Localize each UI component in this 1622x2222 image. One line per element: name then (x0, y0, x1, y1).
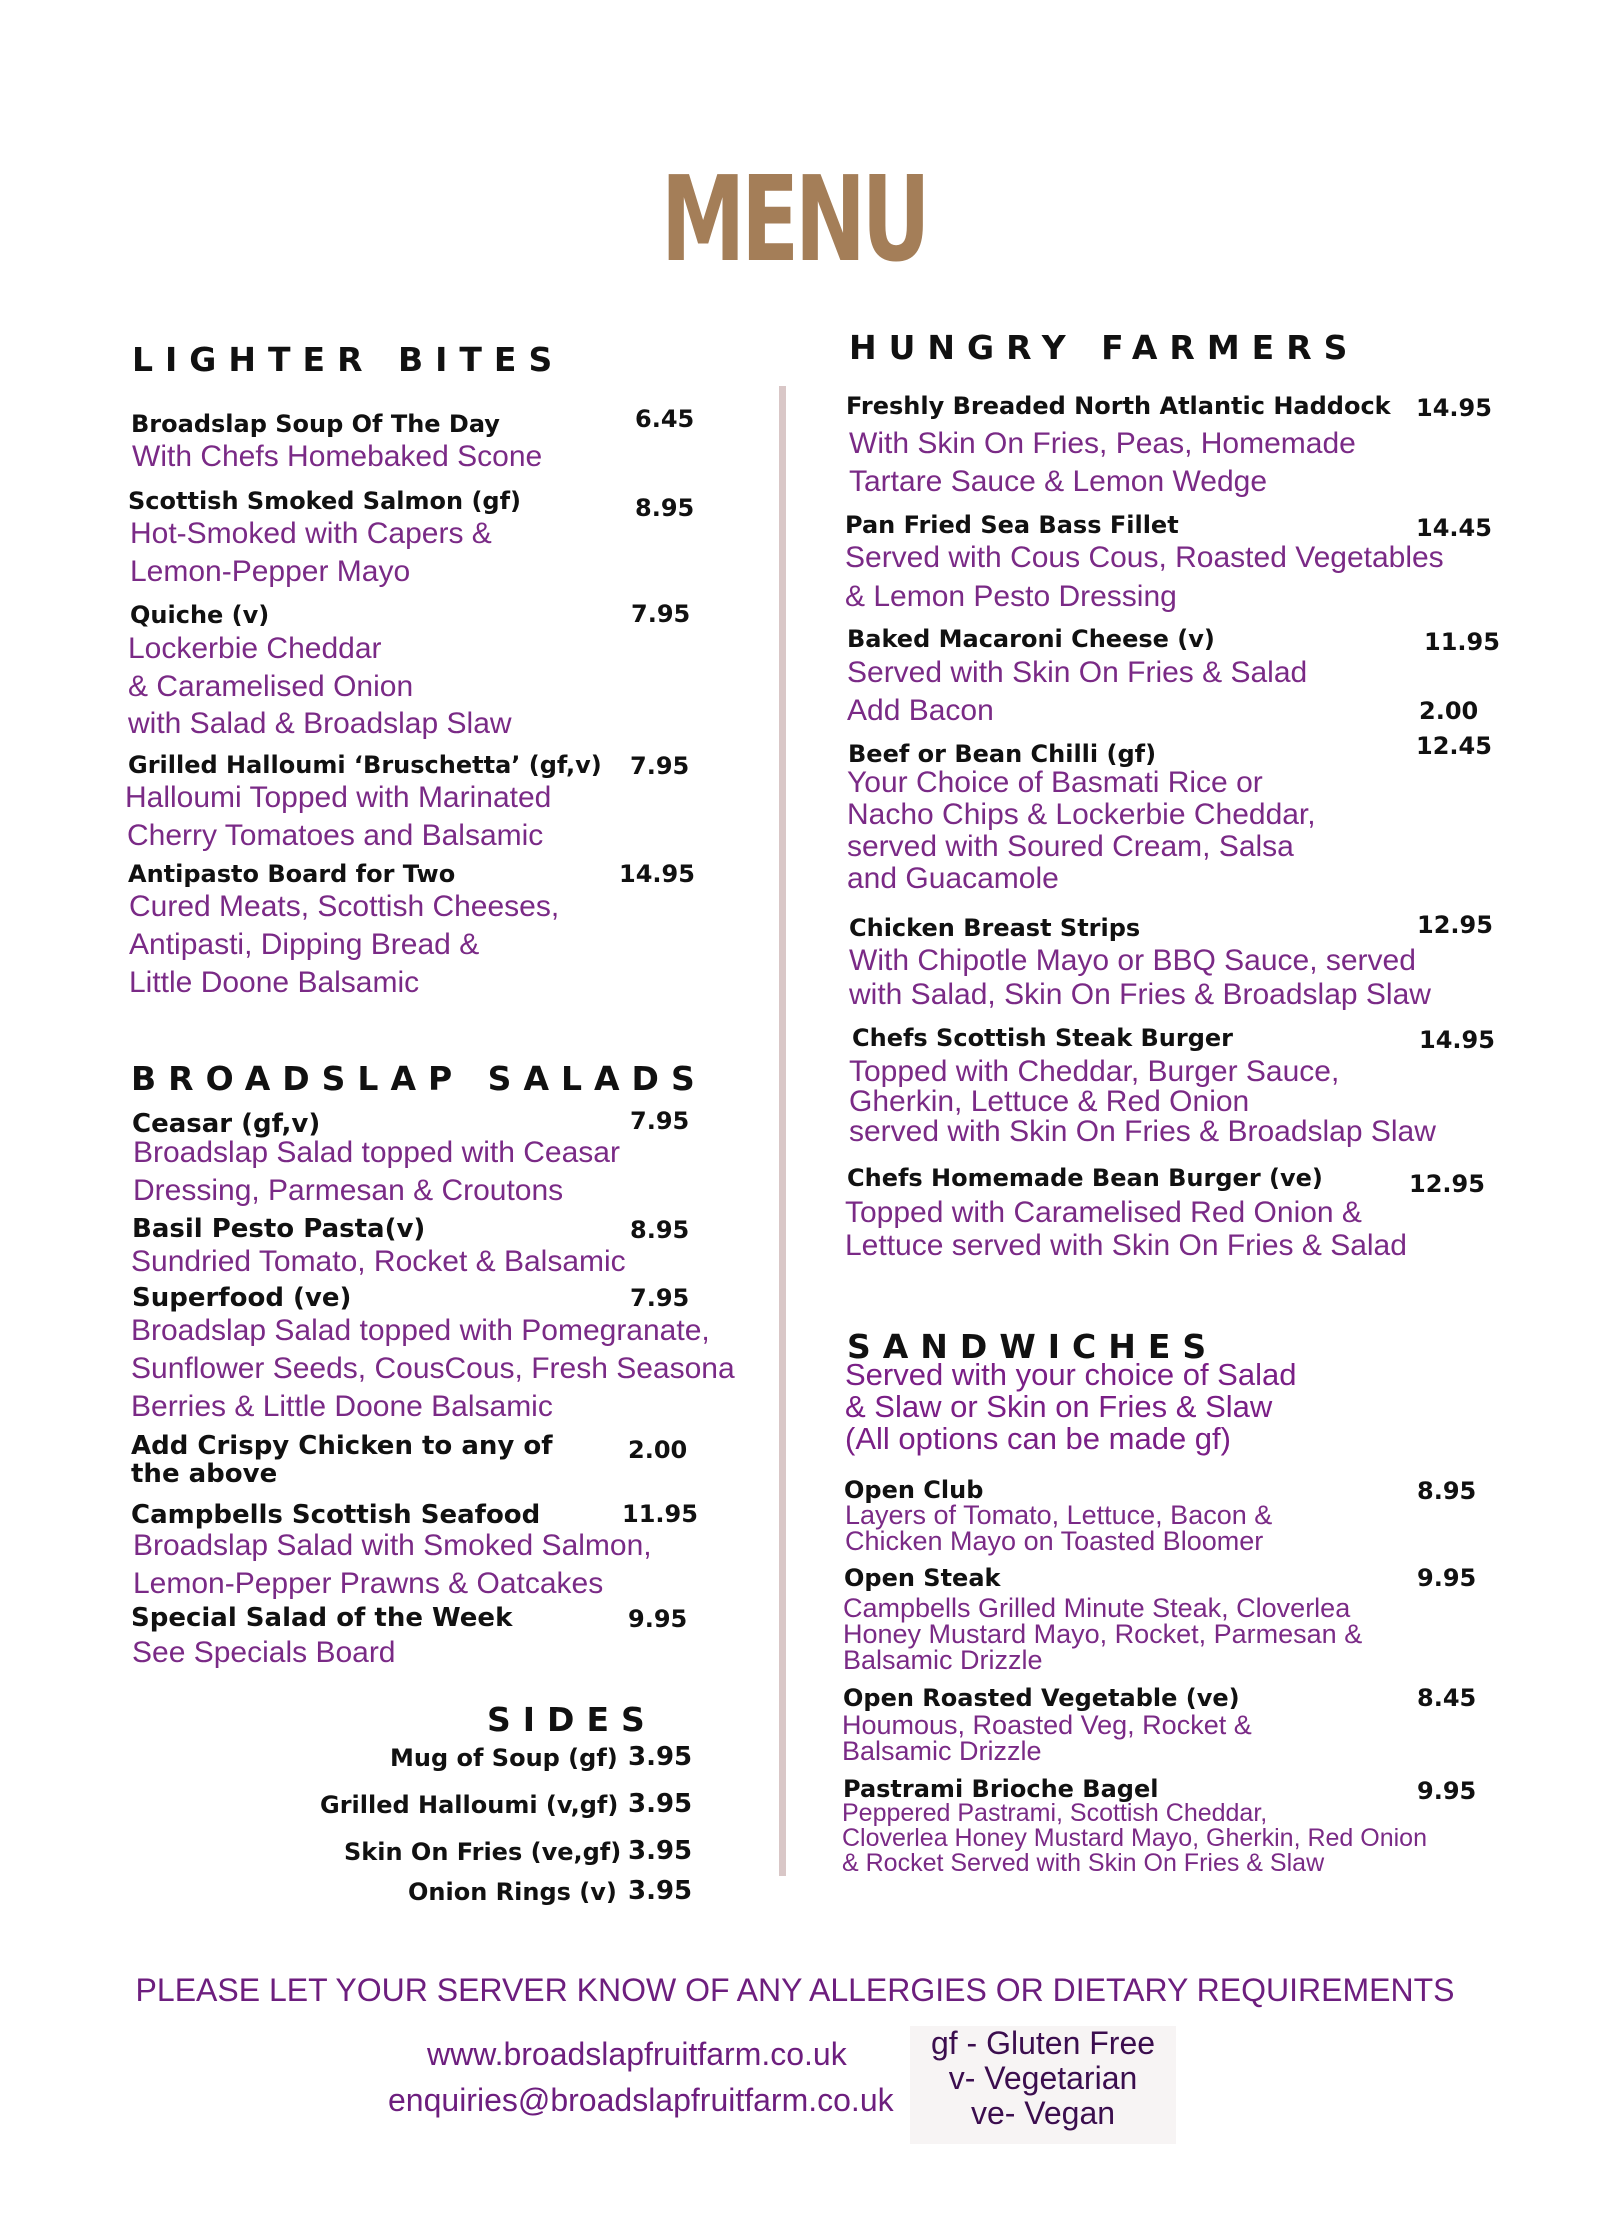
item-description: Dressing, Parmesan & Croutons (133, 1174, 564, 1207)
item-description: Halloumi Topped with Marinated (125, 781, 552, 814)
side-item-price: 3.95 (628, 1789, 693, 1819)
website-link[interactable]: www.broadslapfruitfarm.co.uk (427, 2036, 847, 2072)
item-name: Open Roasted Vegetable (ve) (843, 1684, 1240, 1712)
item-name: Baked Macaroni Cheese (v) (847, 625, 1215, 653)
item-description: Topped with Cheddar, Burger Sauce, (849, 1055, 1340, 1088)
item-description: Broadslap Salad topped with Pomegranate, (131, 1314, 710, 1347)
item-price: 8.95 (1417, 1477, 1477, 1505)
salads-heading: BROADSLAP SALADS (131, 1059, 707, 1098)
add-bacon-price: 2.00 (1419, 697, 1479, 725)
item-description: with Salad & Broadslap Slaw (128, 707, 512, 740)
item-price: 7.95 (630, 1107, 690, 1135)
side-item-name: Skin On Fries (ve,gf) (344, 1838, 622, 1866)
item-description: and Guacamole (847, 862, 1059, 895)
item-description: With Skin On Fries, Peas, Homemade (849, 427, 1356, 460)
item-description: Balsamic Drizzle (842, 1736, 1042, 1766)
item-price: 9.95 (1417, 1777, 1477, 1805)
item-description: Berries & Little Doone Balsamic (131, 1390, 553, 1423)
menu-title: MENU (660, 150, 927, 288)
item-name: Pan Fried Sea Bass Fillet (845, 511, 1179, 539)
item-price: 8.95 (630, 1216, 690, 1244)
item-name: Antipasto Board for Two (128, 860, 456, 888)
side-item-name: Onion Rings (v) (408, 1878, 617, 1906)
item-description: Little Doone Balsamic (129, 966, 420, 999)
side-item-name: Grilled Halloumi (v,gf) (320, 1791, 619, 1819)
item-description: & Rocket Served with Skin On Fries & Slaw (842, 1849, 1325, 1877)
dietary-legend (910, 2026, 1176, 2144)
item-name: Special Salad of the Week (131, 1603, 513, 1633)
item-description: Add Bacon (847, 694, 994, 727)
lighter-bites-heading: LIGHTER BITES (132, 340, 565, 379)
item-description: Broadslap Salad topped with Ceasar (133, 1136, 620, 1169)
item-name: Open Steak (844, 1564, 1001, 1592)
item-description: See Specials Board (132, 1636, 396, 1669)
item-name: Freshly Breaded North Atlantic Haddock (846, 392, 1391, 420)
item-price: 14.95 (1419, 1026, 1495, 1054)
item-description: Gherkin, Lettuce & Red Onion (849, 1085, 1250, 1118)
item-price: 14.95 (1416, 394, 1492, 422)
side-item-price: 3.95 (628, 1876, 693, 1906)
item-description: Balsamic Drizzle (843, 1645, 1043, 1675)
item-name: Ceasar (gf,v) (132, 1109, 321, 1139)
sandwiches-heading: SANDWICHES (847, 1327, 1219, 1366)
item-description: Antipasti, Dipping Bread & (129, 928, 480, 961)
item-name-continued: the above (131, 1459, 278, 1489)
sandwiches-note: & Slaw or Skin on Fries & Slaw (845, 1389, 1273, 1424)
item-description: Campbells Grilled Minute Steak, Cloverlea (843, 1593, 1351, 1623)
item-description: Houmous, Roasted Veg, Rocket & (842, 1710, 1252, 1740)
item-description: Cherry Tomatoes and Balsamic (127, 819, 544, 852)
item-description: Sundried Tomato, Rocket & Balsamic (131, 1245, 626, 1278)
side-item-price: 3.95 (628, 1742, 693, 1772)
legend-gluten-free: gf - Gluten Free (930, 2025, 1156, 2061)
item-name: Pastrami Brioche Bagel (843, 1775, 1159, 1803)
item-price: 6.45 (635, 405, 695, 433)
item-description: Served with Skin On Fries & Salad (847, 656, 1308, 689)
item-price: 11.95 (1424, 628, 1500, 656)
item-name: Add Crispy Chicken to any of (131, 1431, 553, 1461)
item-description: With Chipotle Mayo or BBQ Sauce, served (849, 944, 1416, 977)
item-description: Broadslap Salad with Smoked Salmon, (133, 1529, 652, 1562)
item-description: Served with Cous Cous, Roasted Vegetables (845, 541, 1444, 574)
item-price: 8.45 (1417, 1684, 1477, 1712)
item-description: & Lemon Pesto Dressing (845, 580, 1177, 613)
item-name: Campbells Scottish Seafood (131, 1500, 541, 1530)
item-description: Chicken Mayo on Toasted Bloomer (845, 1526, 1264, 1556)
item-price: 7.95 (630, 1284, 690, 1312)
item-description: Lockerbie Cheddar (128, 632, 382, 665)
item-description: Nacho Chips & Lockerbie Cheddar, (847, 798, 1316, 831)
column-divider (779, 386, 786, 1876)
side-item-name: Mug of Soup (gf) (390, 1744, 618, 1772)
item-description: Lettuce served with Skin On Fries & Salad (845, 1229, 1407, 1262)
item-description: served with Skin On Fries & Broadslap Slaw (849, 1115, 1436, 1148)
sides-heading: SIDES (487, 1700, 657, 1739)
item-name: Basil Pesto Pasta(v) (132, 1214, 426, 1244)
item-description: Honey Mustard Mayo, Rocket, Parmesan & (843, 1619, 1363, 1649)
item-name: Chefs Scottish Steak Burger (852, 1024, 1234, 1052)
item-description: Layers of Tomato, Lettuce, Bacon & (845, 1500, 1273, 1530)
item-price: 14.45 (1416, 514, 1492, 542)
item-description: Lemon-Pepper Prawns & Oatcakes (133, 1567, 604, 1600)
legend-vegan: ve- Vegan (970, 2095, 1116, 2131)
item-description: Your Choice of Basmati Rice or (847, 766, 1263, 799)
item-price: 14.95 (619, 860, 695, 888)
item-price: 9.95 (1417, 1564, 1477, 1592)
item-description: & Caramelised Onion (128, 670, 414, 703)
item-description: with Salad, Skin On Fries & Broadslap Slaw (849, 978, 1431, 1011)
item-name: Superfood (ve) (132, 1283, 352, 1313)
item-description: Cured Meats, Scottish Cheeses, (129, 890, 560, 923)
item-price: 9.95 (628, 1605, 688, 1633)
item-description: Hot-Smoked with Capers & (130, 517, 492, 550)
item-description: Peppered Pastrami, Scottish Cheddar, (842, 1799, 1268, 1827)
item-price: 11.95 (622, 1500, 698, 1528)
item-price: 2.00 (628, 1436, 688, 1464)
item-price: 12.95 (1417, 911, 1493, 939)
item-price: 8.95 (635, 494, 695, 522)
item-description: Cloverlea Honey Mustard Mayo, Gherkin, Red Onion (842, 1824, 1427, 1852)
item-description: Topped with Caramelised Red Onion & (845, 1196, 1362, 1229)
item-price: 12.45 (1416, 732, 1492, 760)
item-name: Chefs Homemade Bean Burger (ve) (847, 1164, 1323, 1192)
item-description: With Chefs Homebaked Scone (132, 440, 543, 473)
item-description: Tartare Sauce & Lemon Wedge (849, 465, 1268, 498)
sandwiches-note: (All options can be made gf) (845, 1421, 1231, 1456)
sandwiches-note: Served with your choice of Salad (845, 1357, 1297, 1392)
item-description: Sunflower Seeds, CousCous, Fresh Seasona (131, 1352, 735, 1385)
side-item-price: 3.95 (628, 1836, 693, 1866)
item-price: 7.95 (630, 752, 690, 780)
legend-vegetarian: v- Vegetarian (948, 2060, 1138, 2096)
item-name: Open Club (844, 1476, 984, 1504)
item-description: served with Soured Cream, Salsa (847, 830, 1294, 863)
item-price: 12.95 (1409, 1170, 1485, 1198)
hungry-farmers-heading: HUNGRY FARMERS (849, 328, 1360, 367)
item-description: Lemon-Pepper Mayo (130, 555, 411, 588)
item-name: Grilled Halloumi ‘Bruschetta’ (gf,v) (128, 751, 602, 779)
item-name: Quiche (v) (130, 601, 270, 629)
email-link[interactable]: enquiries@broadslapfruitfarm.co.uk (388, 2082, 894, 2118)
item-name: Broadslap Soup Of The Day (131, 410, 500, 438)
item-name: Chicken Breast Strips (849, 914, 1141, 942)
item-name: Scottish Smoked Salmon (gf) (128, 487, 522, 515)
allergy-notice: PLEASE LET YOUR SERVER KNOW OF ANY ALLERGIES OR DIETARY REQUIREMENTS (135, 1972, 1455, 2008)
item-price: 7.95 (631, 600, 691, 628)
item-name: Beef or Bean Chilli (gf) (848, 740, 1157, 768)
